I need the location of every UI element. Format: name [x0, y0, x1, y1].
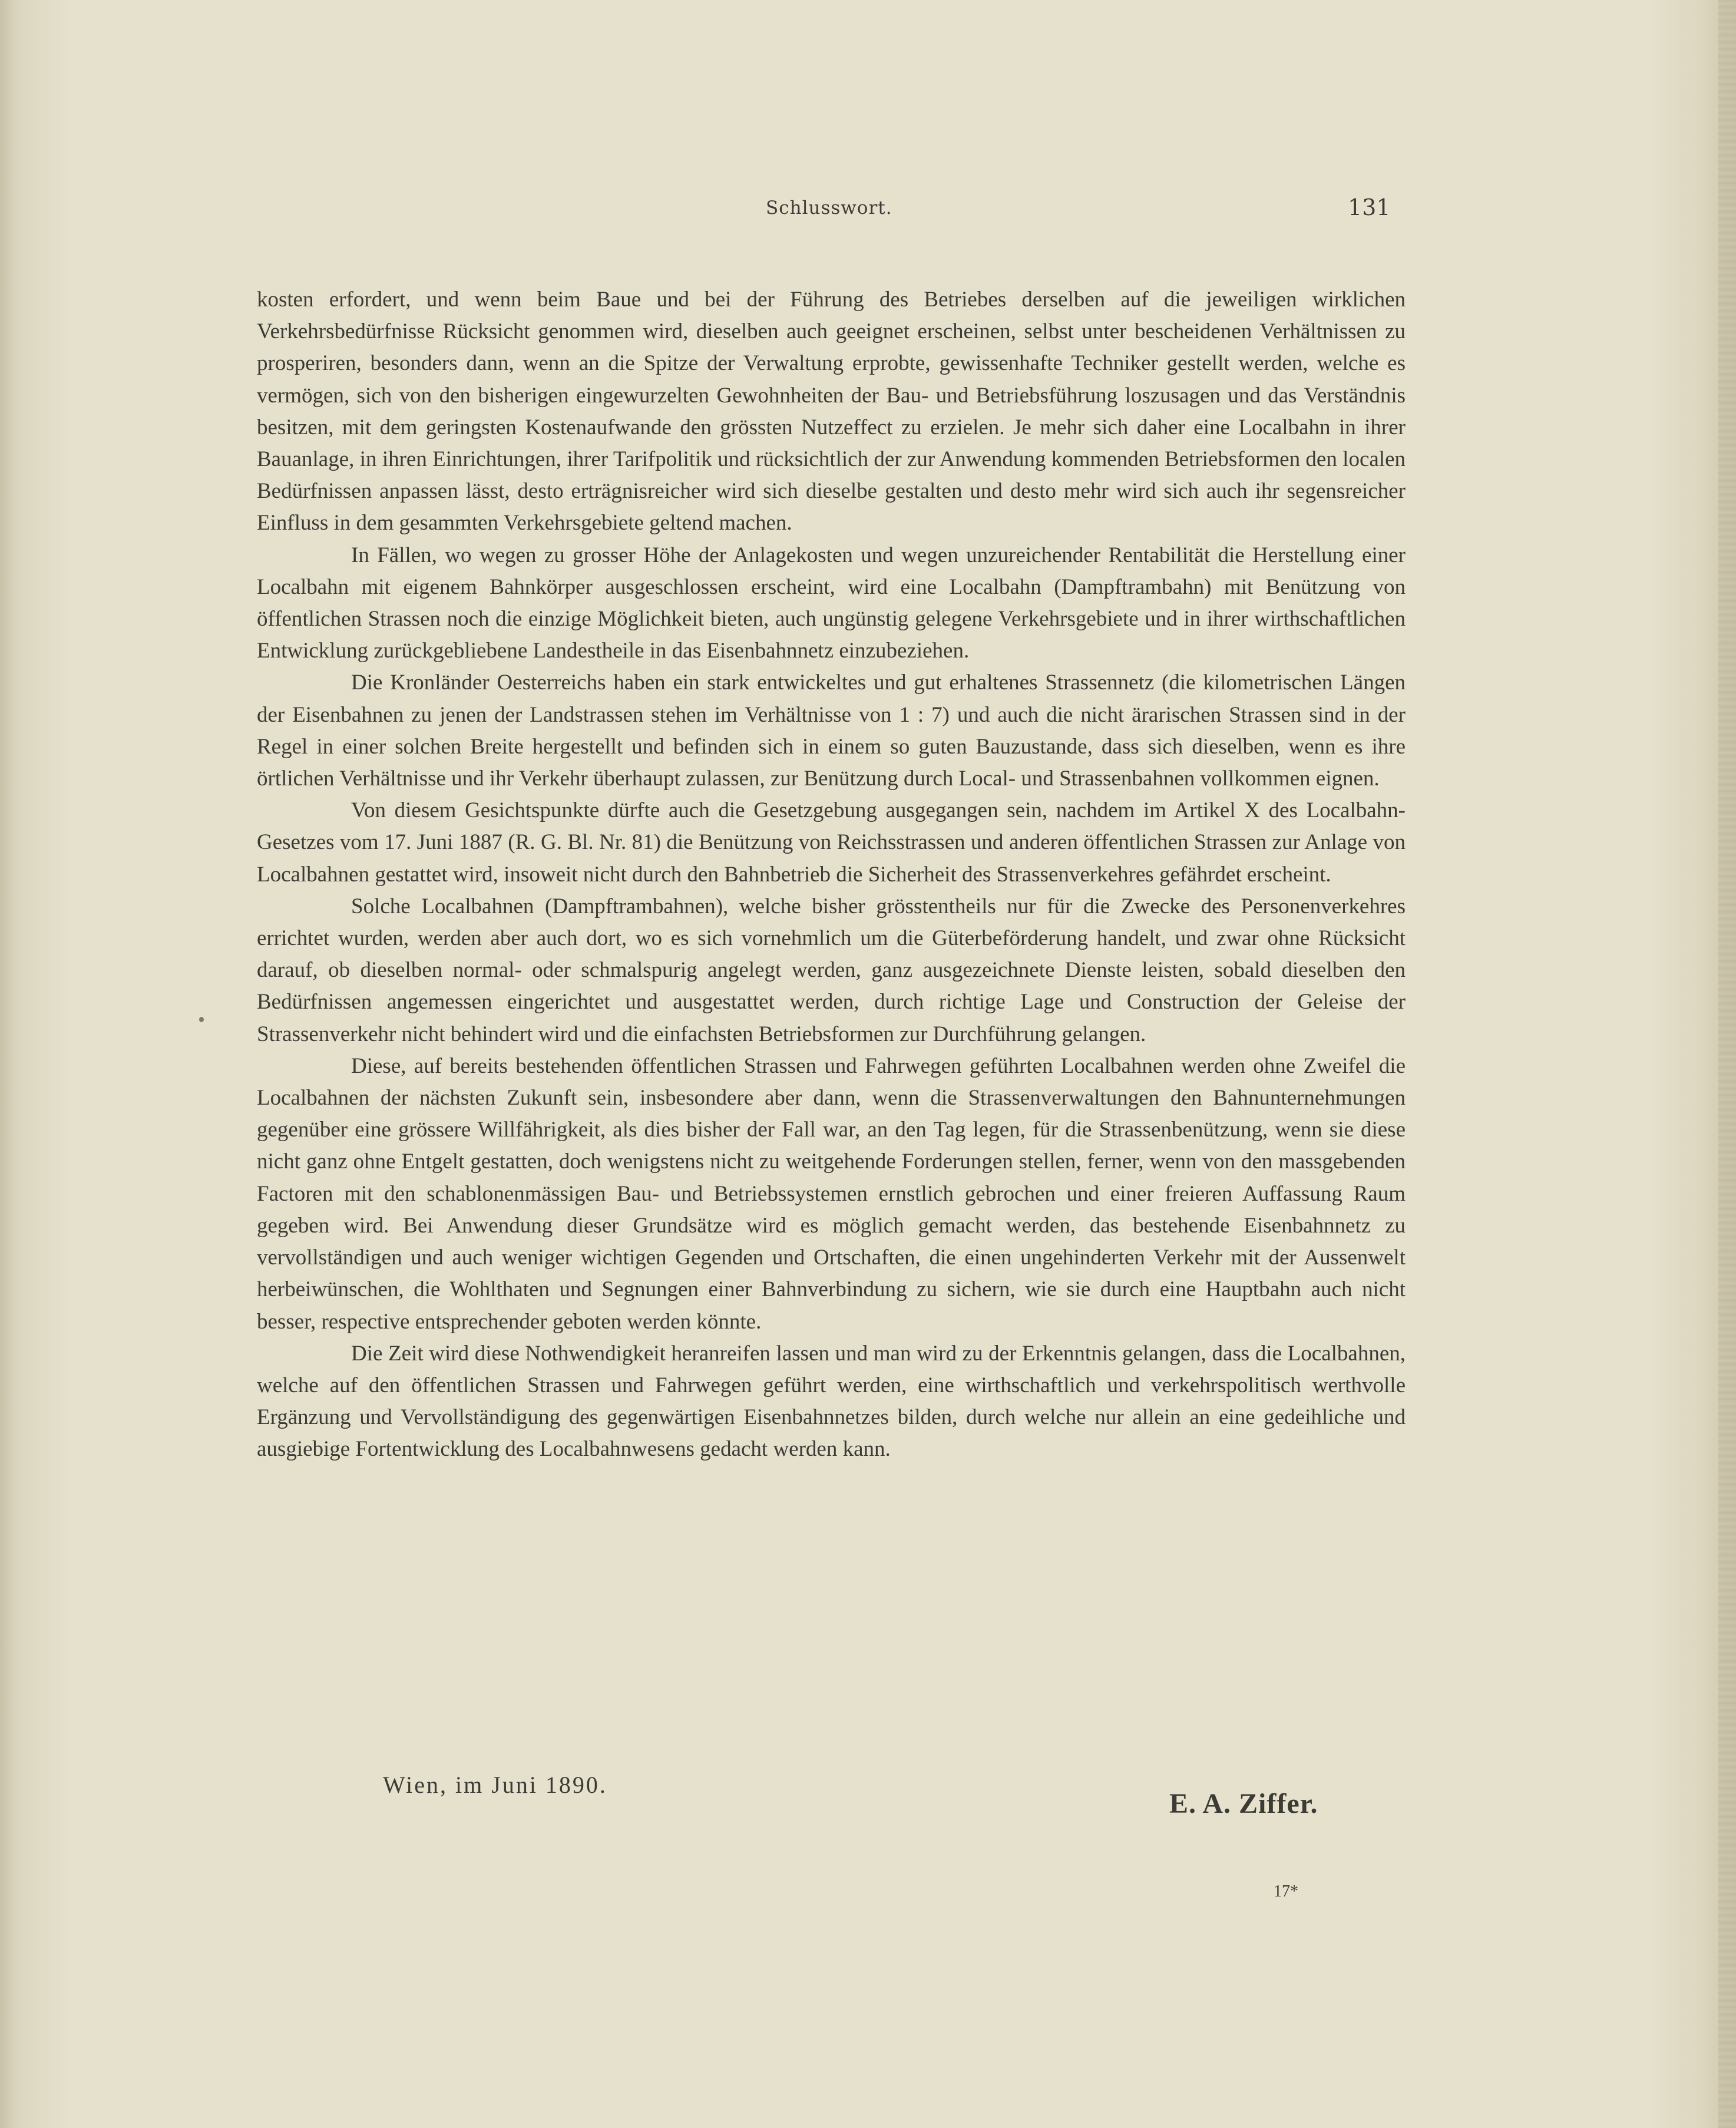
paragraph-3: Die Kronländer Oesterreichs haben ein stark entwickeltes und gut erhaltenes Strassennetz (die kilometrischen Längen der Eisenbahnen zu jenen der Landstrassen stehen im Verhältnisse von 1 : 7) und auch die nicht ärarischen Strassen sind in der Regel in einer solchen Breite hergestellt und befinden sich in einem so guten Bauzustande, dass sich dieselben, wenn es ihre örtlichen Verhältnisse und ihr Verkehr überhaupt zulassen, zur Benützung durch Local- und Strassenbahnen vollkommen eignen.: [257, 670, 1406, 791]
paragraph-4: Von diesem Gesichtspunkte dürfte auch die Gesetzgebung ausgegangen sein, nachdem im Artikel X des Localbahn-Gesetzes vom 17. Juni 1887 (R. G. Bl. Nr. 81) die Benützung von Reichsstrassen und anderen öffentlichen Strassen zur Anlage von Localbahnen gestattet wird, insoweit nicht durch den Bahnbetrieb die Sicherheit des Strassenverkehres gefährdet erscheint.: [257, 798, 1406, 887]
paragraph-1: kosten erfordert, und wenn beim Baue und bei der Führung des Betriebes derselben auf die jeweiligen wirklichen Verkehrsbedürfnisse Rücksicht genommen wird, dieselben auch geeignet erscheinen, selbst unter bescheidenen Verhältnissen zu prosperiren, besonders dann, wenn an die Spitze der Verwaltung erprobte, gewissenhafte Techniker gestellt werden, welche es vermögen, sich von den bisherigen eingewurzelten Gewohnheiten der Bau- und Betriebsführung loszusagen und das Verständnis besitzen, mit dem geringsten Kostenaufwande den grössten Nutzeffect zu erzielen. Je mehr sich daher eine Localbahn in ihrer Bauanlage, in ihren Einrichtungen, ihrer Tarifpolitik und rücksichtlich der zur Anwendung kommenden Betriebsformen den localen Bedürfnissen anpassen lässt, desto erträgnisreicher wird sich dieselbe gestalten und desto mehr wird sich auch ihr segensreicher Einfluss in dem gesammten Verkehrsgebiete geltend machen.: [257, 288, 1406, 536]
page-number: 131: [1348, 194, 1391, 220]
paragraph-7: Die Zeit wird diese Nothwendigkeit heranreifen lassen und man wird zu der Erkenntnis gelangen, dass die Localbahnen, welche auf den öffentlichen Strassen und Fahrwegen geführt werden, eine wirthschaftlich und verkehrspolitisch werthvolle Ergänzung und Vervollständigung des gegenwärtigen Eisenbahnnetzes bilden, durch welche nur allein an eine gedeihliche und ausgiebige Fortentwicklung des Localbahnwesens gedacht werden kann.: [257, 1341, 1406, 1462]
page-left-edge: [0, 0, 14, 2128]
paragraph-6: Diese, auf bereits bestehenden öffentlichen Strassen und Fahrwegen geführten Localbahnen werden ohne Zweifel die Localbahnen der nächsten Zukunft sein, insbesondere aber dann, wenn die Strassenverwaltungen den Bahnunternehmungen gegenüber eine grössere Willfährigkeit, als dies bisher der Fall war, an den Tag legen, für die Strassenbenützung, wenn sie diese nicht ganz ohne Entgelt gestatten, doch wenigstens nicht zu weitgehende Forderungen stellen, ferner, wenn von den massgebenden Factoren mit den schablonenmässigen Bau- und Betriebssystemen ernstlich gebrochen und einer freieren Auffassung Raum gegeben wird. Bei Anwendung dieser Grundsätze wird es möglich gemacht werden, das bestehende Eisenbahnnetz zu vervollständigen und auch weniger wichtigen Gegenden und Ortschaften, die einen ungehinderten Verkehr mit der Aussenwelt herbeiwünschen, die Wohlthaten und Segnungen einer Bahnverbindung zu sichern, wie sie durch eine Hauptbahn auch nicht besser, respective entsprechender geboten werden könnte.: [257, 1053, 1406, 1334]
sheet-signature-mark: 17*: [1274, 1882, 1298, 1901]
paragraph-2: In Fällen, wo wegen zu grosser Höhe der Anlagekosten und wegen unzureichender Rentabilität die Herstellung einer Localbahn mit eigenem Bahnkörper ausgeschlossen erscheint, wird eine Localbahn (Dampftrambahn) mit Benützung von öffentlichen Strassen noch die einzige Möglichkeit bieten, auch ungünstig gelegene Verkehrsgebiete und in ihrer wirthschaftlichen Entwicklung zurückgebliebene Landestheile in das Eisenbahnnetz einzubeziehen.: [257, 543, 1406, 663]
paragraph-5: Solche Localbahnen (Dampftrambahnen), welche bisher grösstentheils nur für die Zwecke des Personenverkehres errichtet wurden, werden aber auch dort, wo es sich vornehmlich um die Güterbeförderung handelt, und zwar ohne Rücksicht darauf, ob dieselben normal- oder schmalspurig angelegt werden, ganz ausgezeichnete Dienste leisten, sobald dieselben den Bedürfnissen angemessen eingerichtet und ausgestattet werden, durch richtige Lage und Construction der Geleise der Strassenverkehr nicht behindert wird und die einfachsten Betriebsformen zur Durchführung gelangen.: [257, 894, 1406, 1046]
author-signature: E. A. Ziffer.: [1169, 1788, 1318, 1819]
running-title: Schlusswort.: [766, 197, 892, 219]
ink-spot: [199, 1017, 204, 1022]
page-right-edge: [1718, 0, 1736, 2128]
body-text: [257, 284, 1406, 1466]
place-date: Wien, im Juni 1890.: [383, 1772, 607, 1798]
